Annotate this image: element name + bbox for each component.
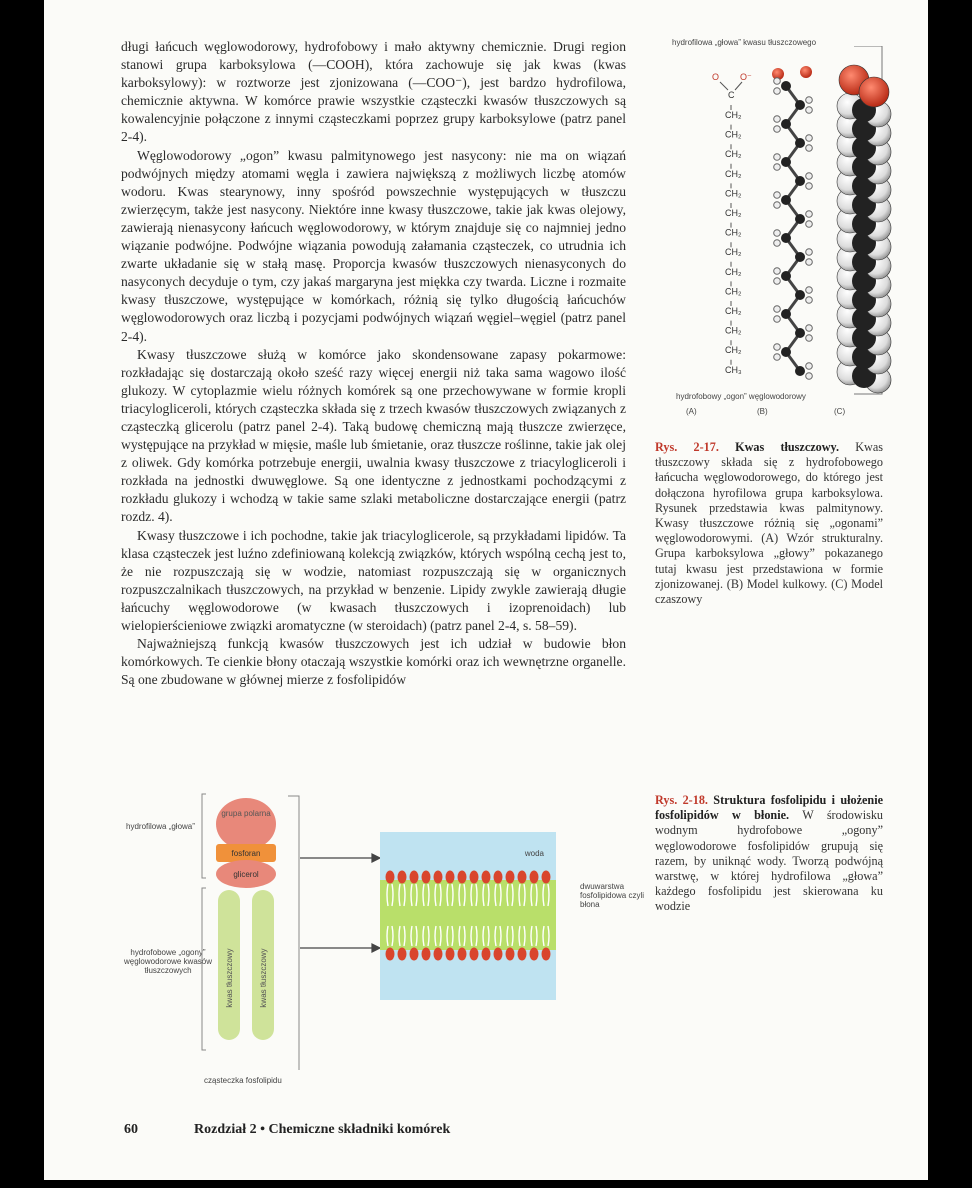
fig217-caption [655, 440, 883, 607]
hydrogen-atom [806, 363, 813, 370]
carbon-atom [795, 138, 805, 148]
hydrogen-atom [774, 78, 781, 85]
carbon-atom [795, 328, 805, 338]
hydrogen-atom [806, 135, 813, 142]
chapter-title: Rozdział 2 • Chemiczne składniki komórek [194, 1122, 451, 1137]
label-fatty-acid-1: kwas tłuszczowy [225, 948, 234, 1008]
structural-formula [712, 72, 752, 375]
bilayer-head-bottom [398, 948, 407, 961]
bilayer-head-top [434, 871, 443, 884]
bilayer-head-bottom [458, 948, 467, 961]
formula-ch-group: CH₂ [725, 168, 742, 179]
hydrogen-atom [774, 116, 781, 123]
carbon-atom [795, 252, 805, 262]
bilayer-head-top [506, 871, 515, 884]
hydrogen-atom [774, 126, 781, 133]
hydrogen-atom [774, 164, 781, 171]
formula-ch-group: CH₂ [725, 325, 742, 336]
bilayer-head-bottom [446, 948, 455, 961]
bilayer-head-top [482, 871, 491, 884]
formula-ch-group: CH₂ [725, 227, 742, 238]
caption-title: Struktura fosfolipidu i ułożenie fosfolipidów w błonie. [655, 793, 883, 823]
hydrogen-atom [806, 287, 813, 294]
label-water: woda [524, 849, 544, 858]
oxygen-atom [800, 66, 812, 78]
hydrogen-atom [806, 211, 813, 218]
bilayer-head-top [530, 871, 539, 884]
book-page [44, 0, 928, 1180]
paragraph: Kwasy tłuszczowe służą w komórce jako skondensowane zapasy pokarmowe: rozkładając się dostarczają około sześć razy więcej energii niż taka sama wagowo ilość glukozy. W cytoplazmie wielu różnych komórek są one przechowywane w formie kropli triacylogliceroli, których cząsteczka składa się z trzech kwasów tłuszczowych związanych z cząsteczką glicerolu (patrz panel 2-4). Taką budowę chemiczną mają tłuszcze zwierzęce, występujące na przykład w mięsie, maśle lub śmietanie, oraz tłuszcze roślinne, takie jak olej z oliwek. Gdy komórka potrzebuje energii, uwalnia kwasy tłuszczowe z triacylogliceroli i rozkłada na jednostki dwuwęglowe. Są one identyczne z jednostkami pochodzącymi z rozkładu glukozy i wchodzą w takie same szlaki metaboliczne dostarczające energii (patrz rozdz. 4). [121, 346, 626, 525]
formula-bond [735, 82, 742, 90]
bilayer-head-bottom [470, 948, 479, 961]
hydrogen-atom [774, 316, 781, 323]
hydrogen-atom [774, 154, 781, 161]
paragraph: długi łańcuch węglowodorowy, hydrofobowy i mało aktywny chemicznie. Drugi region stanowi grupa karboksylowa (—COOH), która zachowuje się jak kwas (kwas karboksylowy): w roztworze jest zjonizowana (—COO⁻), jest bardzo hydrofilowa, chemicznie aktywna. W komórce prawie wszystkie cząsteczki kwasów tłuszczowych są kowalencyjnie połączone z innymi cząsteczkami poprzez grupy karboksylowe (patrz panel 2-4). [121, 39, 626, 145]
formula-bond [720, 82, 728, 90]
carbon-atom [781, 347, 791, 357]
carbon-atom [781, 233, 791, 243]
bilayer-head-top [518, 871, 527, 884]
formula-ch-group: CH₂ [725, 129, 742, 140]
formula-carbon: C [728, 90, 735, 100]
carbon-atom [781, 119, 791, 129]
polar-group [216, 798, 276, 850]
bilayer-head-top [386, 871, 395, 884]
fig217-bottom-label: hydrofobowy „ogon” węglowodorowy [676, 392, 806, 401]
carbon-atom [781, 195, 791, 205]
bilayer-head-top [542, 871, 551, 884]
hydrogen-atom [774, 278, 781, 285]
hydrogen-atom [806, 173, 813, 180]
formula-ch-group: CH₂ [725, 247, 742, 258]
label-phosphate: fosforan [231, 849, 261, 858]
fig217-top-label: hydrofilowa „głowa” kwasu tłuszczowego [672, 38, 817, 47]
label-hydrophilic-head: hydrofilowa „głowa” [126, 822, 195, 831]
panel-label-b: (B) [757, 407, 768, 416]
bilayer-head-bottom [530, 948, 539, 961]
formula-ch-group: CH₂ [725, 306, 742, 316]
hydrogen-atom [774, 240, 781, 247]
hydrogen-atom [774, 306, 781, 313]
bilayer-head-top [446, 871, 455, 884]
formula-ch-group: CH₂ [725, 286, 742, 297]
formula-oxygen: O [712, 72, 720, 82]
fig218-caption [655, 793, 883, 915]
carbon-atom [781, 309, 791, 319]
bilayer-head-bottom [518, 948, 527, 961]
carbon-atom [795, 366, 805, 376]
caption-number: Rys. 2-17. [655, 440, 719, 454]
bilayer-head-bottom [542, 948, 551, 961]
carbon-atom [795, 214, 805, 224]
hydrogen-atom [806, 259, 813, 266]
hydrogen-atom [774, 202, 781, 209]
paragraph: Węglowodorowy „ogon” kwasu palmitynowego jest nasycony: nie ma on wiązań podwójnych między atomami węgla i zawiera największą z możliwych liczbę atomów wodoru. Kwas stearynowy, inny spośród powszechnie występujących w tłuszczu zwierzęcym, także jest nasycony. Niektóre inne kwasy tłuszczowe, takie jak kwas olejowy, zawierają nienasycony łańcuch węglowodorowy, w którym znajduje się co najmniej jedno wiązanie podwójne. Podwójne wiązania powodują załamania cząsteczek, co utrudnia ich zwarte układanie się w stałą masę. Proporcja kwasów tłuszczowych nienasyconych do nasyconych decyduje o tym, czy jakaś margaryna jest miękka czy twarda. Liczne i rozmaite kwasy tłuszczowe, występujące w komórkach, różnią się tylko długością łańcuchów węglowodorowych oraz liczbą i pozycjami podwójnych wiązań węgiel–węgiel (patrz panel 2-4). [121, 147, 626, 344]
carbon-atom [795, 100, 805, 110]
formula-ch-group: CH₂ [725, 188, 742, 199]
fig217-figure [654, 46, 899, 426]
label-polar-group: grupa polarna [221, 809, 271, 818]
label-phospholipid-molecule: cząsteczka fosfolipidu [204, 1076, 282, 1085]
bilayer-head-bottom [506, 948, 515, 961]
formula-ch-group: CH₂ [725, 208, 742, 218]
bilayer-head-bottom [494, 948, 503, 961]
bilayer-head-top [458, 871, 467, 884]
hydrogen-atom [806, 97, 813, 104]
bilayer-head-bottom [434, 948, 443, 961]
hydrogen-atom [806, 297, 813, 304]
body-text [121, 38, 626, 689]
label-fatty-acid-2: kwas tłuszczowy [259, 948, 268, 1008]
carbon-atom [781, 271, 791, 281]
caption-title: Kwas tłuszczowy. [735, 440, 840, 454]
label-hydrophobic-tails: hydrofobowe „ogony” węglowodorowe kwasów tłuszczowych [123, 948, 213, 975]
phospholipid-bilayer [380, 871, 556, 961]
space-filling-model [837, 65, 891, 393]
panel-label-a: (A) [686, 407, 697, 416]
space-fill-oxygen [859, 77, 889, 107]
fig218-figure [194, 788, 564, 1100]
bilayer-head-top [422, 871, 431, 884]
paragraph: Kwasy tłuszczowe i ich pochodne, takie jak triacyloglicerole, są przykładami lipidów. Ta klasa cząsteczek jest luźno zdefiniowaną kolekcją związków, których wspólną cechą jest to, że nie rozpuszczają się w wodzie, natomiast rozpuszczają się w organicznych rozpuszczalnikach tłuszczowych, na przykład w benzenie. Lipidy zwykle zawierają długie łańcuchy węglowodorowe (w kwasach tłuszczowych i izoprenoidach) lub wielopierścieniowe związki aromatyczne (w steroidach) (patrz panel 2-4, s. 58–59). [121, 527, 626, 633]
hydrogen-atom [806, 183, 813, 190]
carbon-atom [781, 81, 791, 91]
hydrogen-atom [806, 335, 813, 342]
panel-label-c: (C) [834, 407, 846, 416]
formula-ch-group: CH₃ [725, 364, 742, 375]
hydrogen-atom [806, 221, 813, 228]
hydrogen-atom [806, 107, 813, 114]
formula-ch-group: CH₂ [725, 110, 742, 120]
bilayer-head-bottom [386, 948, 395, 961]
caption-text: Kwas tłuszczowy składa się z hydrofobowego łańcucha węglowodorowego, do którego jest dołączona hyrofilowa grupa karboksylowa. Rysunek przedstawia kwas palmitynowy. Kwasy tłuszczowe różnią się „ogonami” węglowodorowymi. (A) Wzór strukturalny. Grupa karboksylowa „głowy” pokazanego tutaj kwasu jest przedstawiona w formie zjonizowanej. (B) Model kulkowy. (C) Model czaszowy [655, 440, 884, 607]
hydrogen-atom [774, 354, 781, 361]
arrows [300, 854, 380, 952]
hydrogen-atom [806, 145, 813, 152]
label-bilayer: dwuwarstwa fosfolipidowa czyli błona [580, 882, 645, 909]
formula-ch-group: CH₂ [725, 345, 742, 356]
hydrogen-atom [806, 373, 813, 380]
bilayer-head-bottom [482, 948, 491, 961]
label-glycerol: glicerol [233, 870, 259, 879]
bilayer-head-top [494, 871, 503, 884]
hydrogen-atom [774, 88, 781, 95]
hydrogen-atom [806, 325, 813, 332]
formula-ch-group: CH₂ [725, 266, 742, 277]
formula-oxygen-ion: O⁻ [740, 72, 752, 82]
carbon-atom [781, 157, 791, 167]
bilayer-head-top [410, 871, 419, 884]
hydrogen-atom [774, 344, 781, 351]
carbon-atom [795, 290, 805, 300]
bilayer-head-top [470, 871, 479, 884]
bilayer-head-bottom [422, 948, 431, 961]
hydrogen-atom [806, 249, 813, 256]
hydrogen-atom [774, 268, 781, 275]
hydrogen-atom [774, 192, 781, 199]
formula-ch-group: CH₂ [725, 149, 742, 160]
page-number: 60 [124, 1122, 138, 1137]
caption-text: W środowisku wodnym hydrofobowe „ogony” węglowodorowe fosfolipidów grupują się razem, by uniknąć wody. Tworzą podwójną warstwę, w której hydrofilowa „głowa” każdego fosfolipidu jest skierowana ku wodzie [655, 808, 884, 914]
carbon-atom [795, 176, 805, 186]
bilayer-head-bottom [410, 948, 419, 961]
caption-number: Rys. 2-18. [655, 793, 708, 807]
bilayer-core [380, 880, 556, 950]
bilayer-head-top [398, 871, 407, 884]
hydrogen-atom [774, 230, 781, 237]
ball-and-stick-model [772, 66, 812, 379]
paragraph: Najważniejszą funkcją kwasów tłuszczowych jest ich udział w budowie błon komórkowych. Te cienkie błony otaczają wszystkie komórki oraz ich wewnętrzne organelle. Są one zbudowane w głównej mierze z fosfolipidów [121, 636, 626, 688]
